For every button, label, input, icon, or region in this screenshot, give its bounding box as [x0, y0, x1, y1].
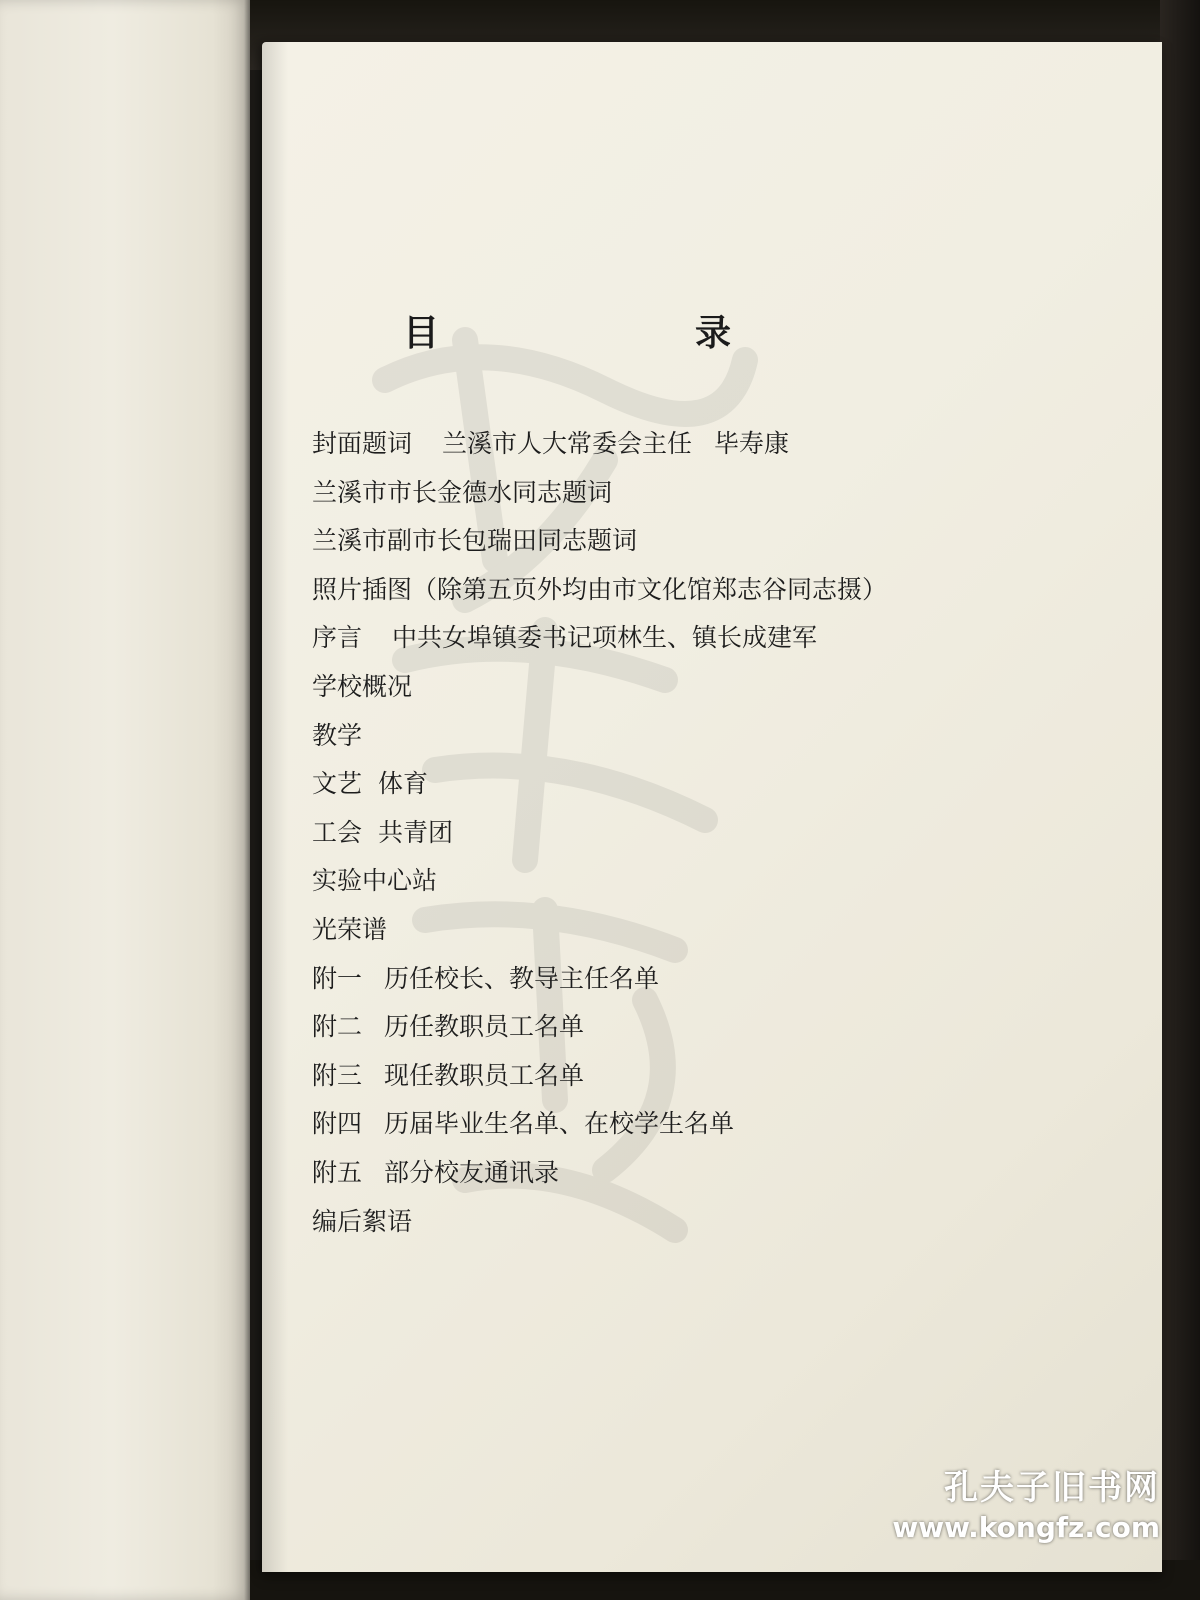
toc-entry [312, 1003, 1072, 1052]
watermark-logo: 孔夫子旧书网 [944, 1468, 1160, 1508]
left-page [0, 0, 250, 1600]
toc-entry-text: 历任教职员工名单 [384, 1012, 585, 1042]
watermark [880, 1460, 1160, 1544]
toc-entry-label: 序言 [312, 623, 363, 653]
toc-entry [312, 857, 1072, 906]
toc-entry [312, 663, 1072, 712]
toc-entry [312, 760, 1072, 809]
toc-entry [312, 1198, 1072, 1247]
toc-entry [312, 1100, 1072, 1149]
toc-entry-text: 实验中心站 [312, 866, 438, 896]
toc-entry-text: 光荣谱 [312, 914, 388, 944]
toc-entry-text: 兰溪市副市长包瑞田同志题词 [312, 526, 638, 556]
toc-entry [312, 469, 1072, 518]
toc-entry [312, 566, 1072, 615]
toc-entry-text: 学校概况 [312, 671, 413, 701]
toc-entry-text: 历任校长、教导主任名单 [384, 963, 660, 993]
toc-entry-text: 照片插图（除第五页外均由市文化馆郑志谷同志摄） [312, 574, 888, 604]
toc-entry [312, 517, 1072, 566]
background-right [1160, 0, 1200, 1600]
toc-entry [312, 906, 1072, 955]
toc-entry-text: 部分校友通讯录 [384, 1157, 560, 1187]
toc-entry [312, 1052, 1072, 1101]
toc-entry-text: 共青团 [378, 817, 454, 847]
toc-entry-label: 附二 [312, 1012, 363, 1042]
toc-entry-text: 历届毕业生名单、在校学生名单 [384, 1109, 735, 1139]
toc-entry-text: 兰溪市市长金德水同志题词 [312, 477, 613, 507]
toc-entry-text: 体育 [378, 769, 429, 799]
toc-entry-text: 现任教职员工名单 [384, 1060, 585, 1090]
toc-entry-label: 附三 [312, 1060, 363, 1090]
toc-entry-person: 毕寿康 [714, 429, 790, 458]
toc-entry [312, 712, 1072, 761]
toc-list [312, 420, 1072, 1246]
toc-entry-text: 教学 [312, 720, 363, 750]
toc-entry [312, 1149, 1072, 1198]
toc-entry-text: 中共女埠镇委书记项林生、镇长成建军 [392, 623, 818, 653]
toc-entry-label: 文艺 [312, 769, 363, 799]
toc-entry-label: 附四 [312, 1109, 363, 1139]
toc-entry [312, 420, 1072, 469]
toc-entry [312, 955, 1072, 1004]
toc-entry-label: 工会 [312, 817, 363, 847]
toc-entry [312, 809, 1072, 858]
watermark-url: www.kongfz.com [892, 1511, 1160, 1544]
toc-entry-label: 附一 [312, 963, 363, 993]
toc-entry [312, 614, 1072, 663]
toc-entry-label: 附五 [312, 1157, 363, 1187]
toc-entry-text: 兰溪市人大常委会主任 [442, 429, 693, 458]
toc-title: 目 录 [402, 312, 841, 354]
toc-entry-label: 封面题词 [312, 429, 413, 458]
toc-entry-text: 编后絮语 [312, 1206, 413, 1236]
